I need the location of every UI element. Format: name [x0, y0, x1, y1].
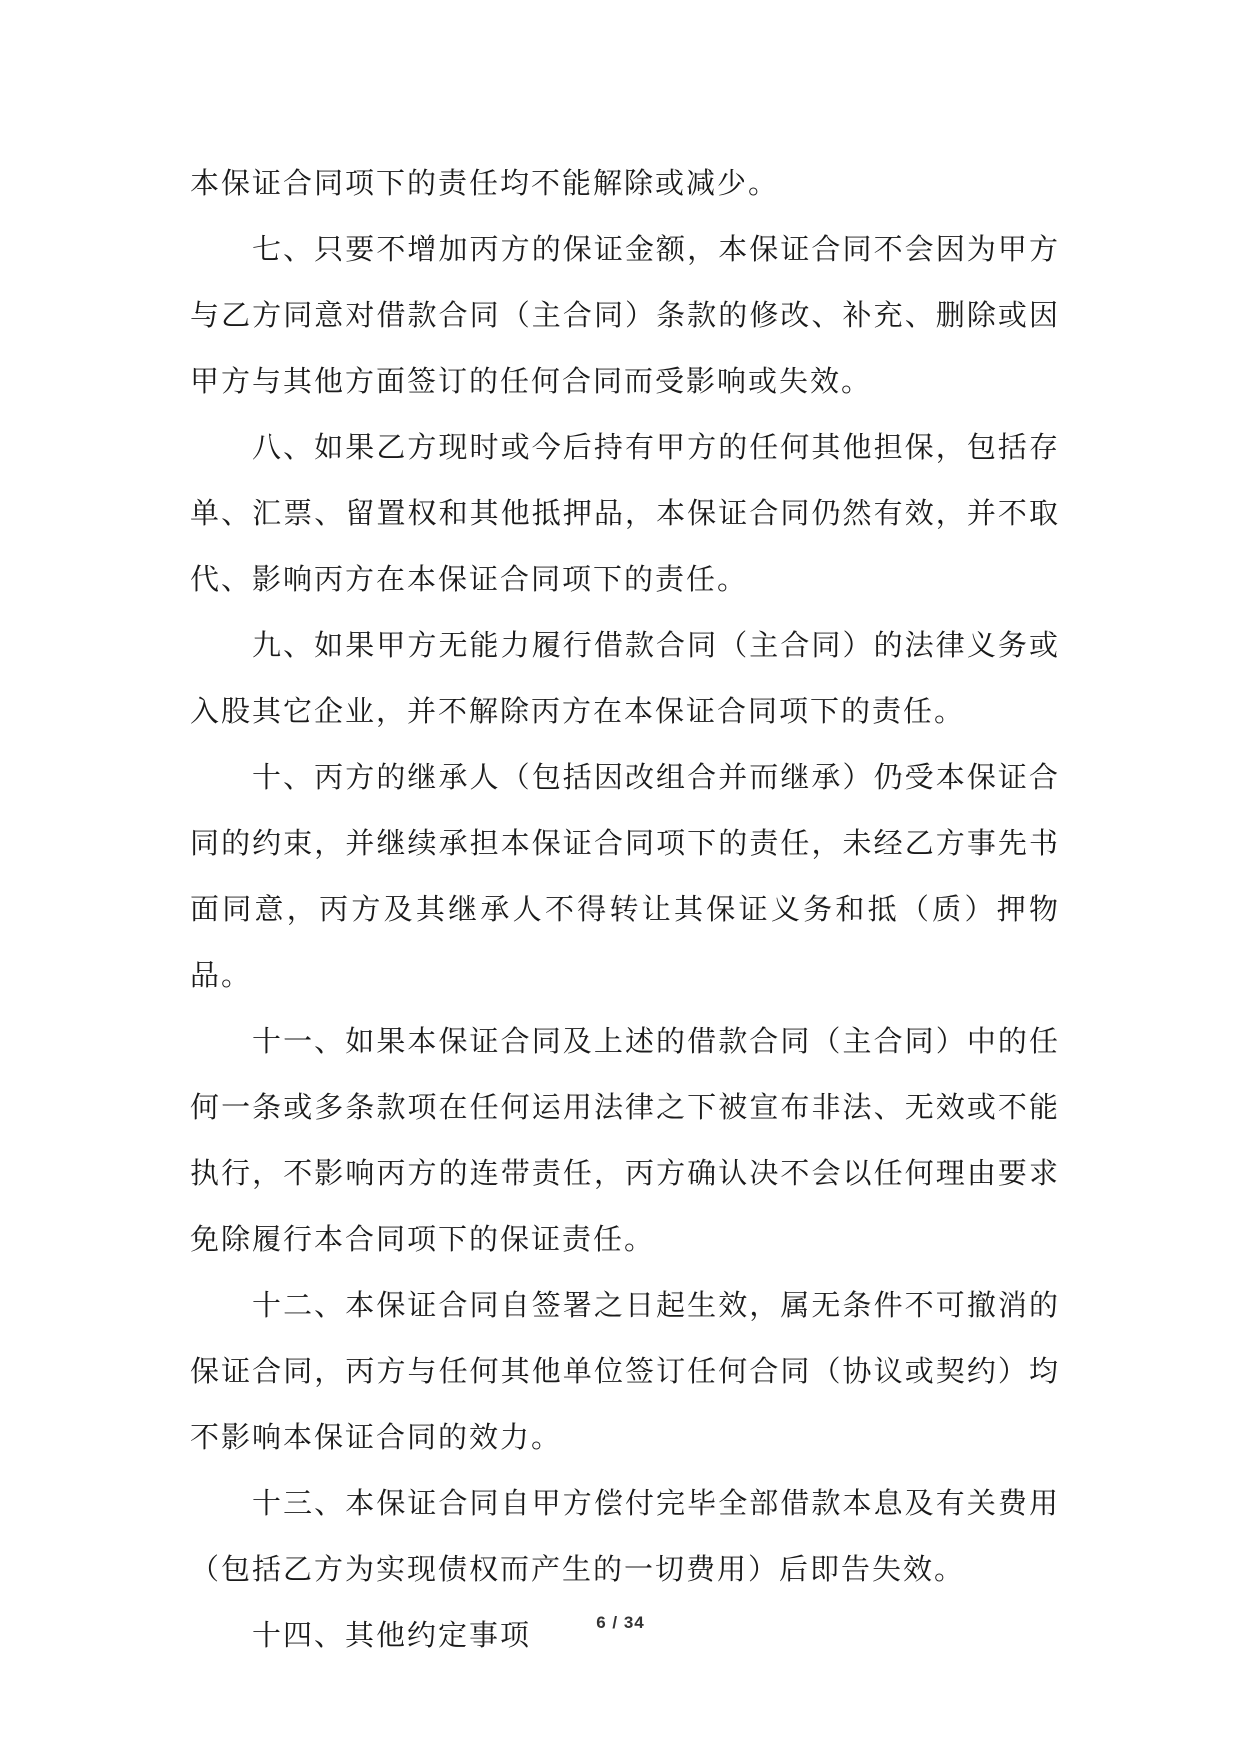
paragraph-continuation: 本保证合同项下的责任均不能解除或减少。	[190, 166, 780, 200]
clause-14: 十四、其他约定事项	[252, 1618, 532, 1652]
clause-9: 九、如果甲方无能力履行借款合同（主合同）的法律义务或入股其它企业，并不解除丙方在本保证合同项下的责任。	[190, 628, 1060, 728]
document-body	[190, 150, 1060, 1668]
clause-7: 七、只要不增加丙方的保证金额，本保证合同不会因为甲方与乙方同意对借款合同（主合同）条款的修改、补充、删除或因甲方与其他方面签订的任何合同而受影响或失效。	[190, 232, 1060, 398]
clause-11: 十一、如果本保证合同及上述的借款合同（主合同）中的任何一条或多条款项在任何运用法律之下被宣布非法、无效或不能执行，不影响丙方的连带责任，丙方确认决不会以任何理由要求免除履行本合同项下的保证责任。	[190, 1024, 1060, 1256]
clause-12: 十二、本保证合同自签署之日起生效，属无条件不可撤消的保证合同，丙方与任何其他单位签订任何合同（协议或契约）均不影响本保证合同的效力。	[190, 1288, 1060, 1454]
clause-8: 八、如果乙方现时或今后持有甲方的任何其他担保，包括存单、汇票、留置权和其他抵押品，本保证合同仍然有效，并不取代、影响丙方在本保证合同项下的责任。	[190, 430, 1060, 596]
clause-10: 十、丙方的继承人（包括因改组合并而继承）仍受本保证合同的约束，并继续承担本保证合同项下的责任，未经乙方事先书面同意，丙方及其继承人不得转让其保证义务和抵（质）押物品。	[190, 760, 1060, 992]
page-number: 6 / 34	[596, 1613, 645, 1632]
clause-13: 十三、本保证合同自甲方偿付完毕全部借款本息及有关费用（包括乙方为实现债权而产生的一切费用）后即告失效。	[190, 1486, 1060, 1586]
